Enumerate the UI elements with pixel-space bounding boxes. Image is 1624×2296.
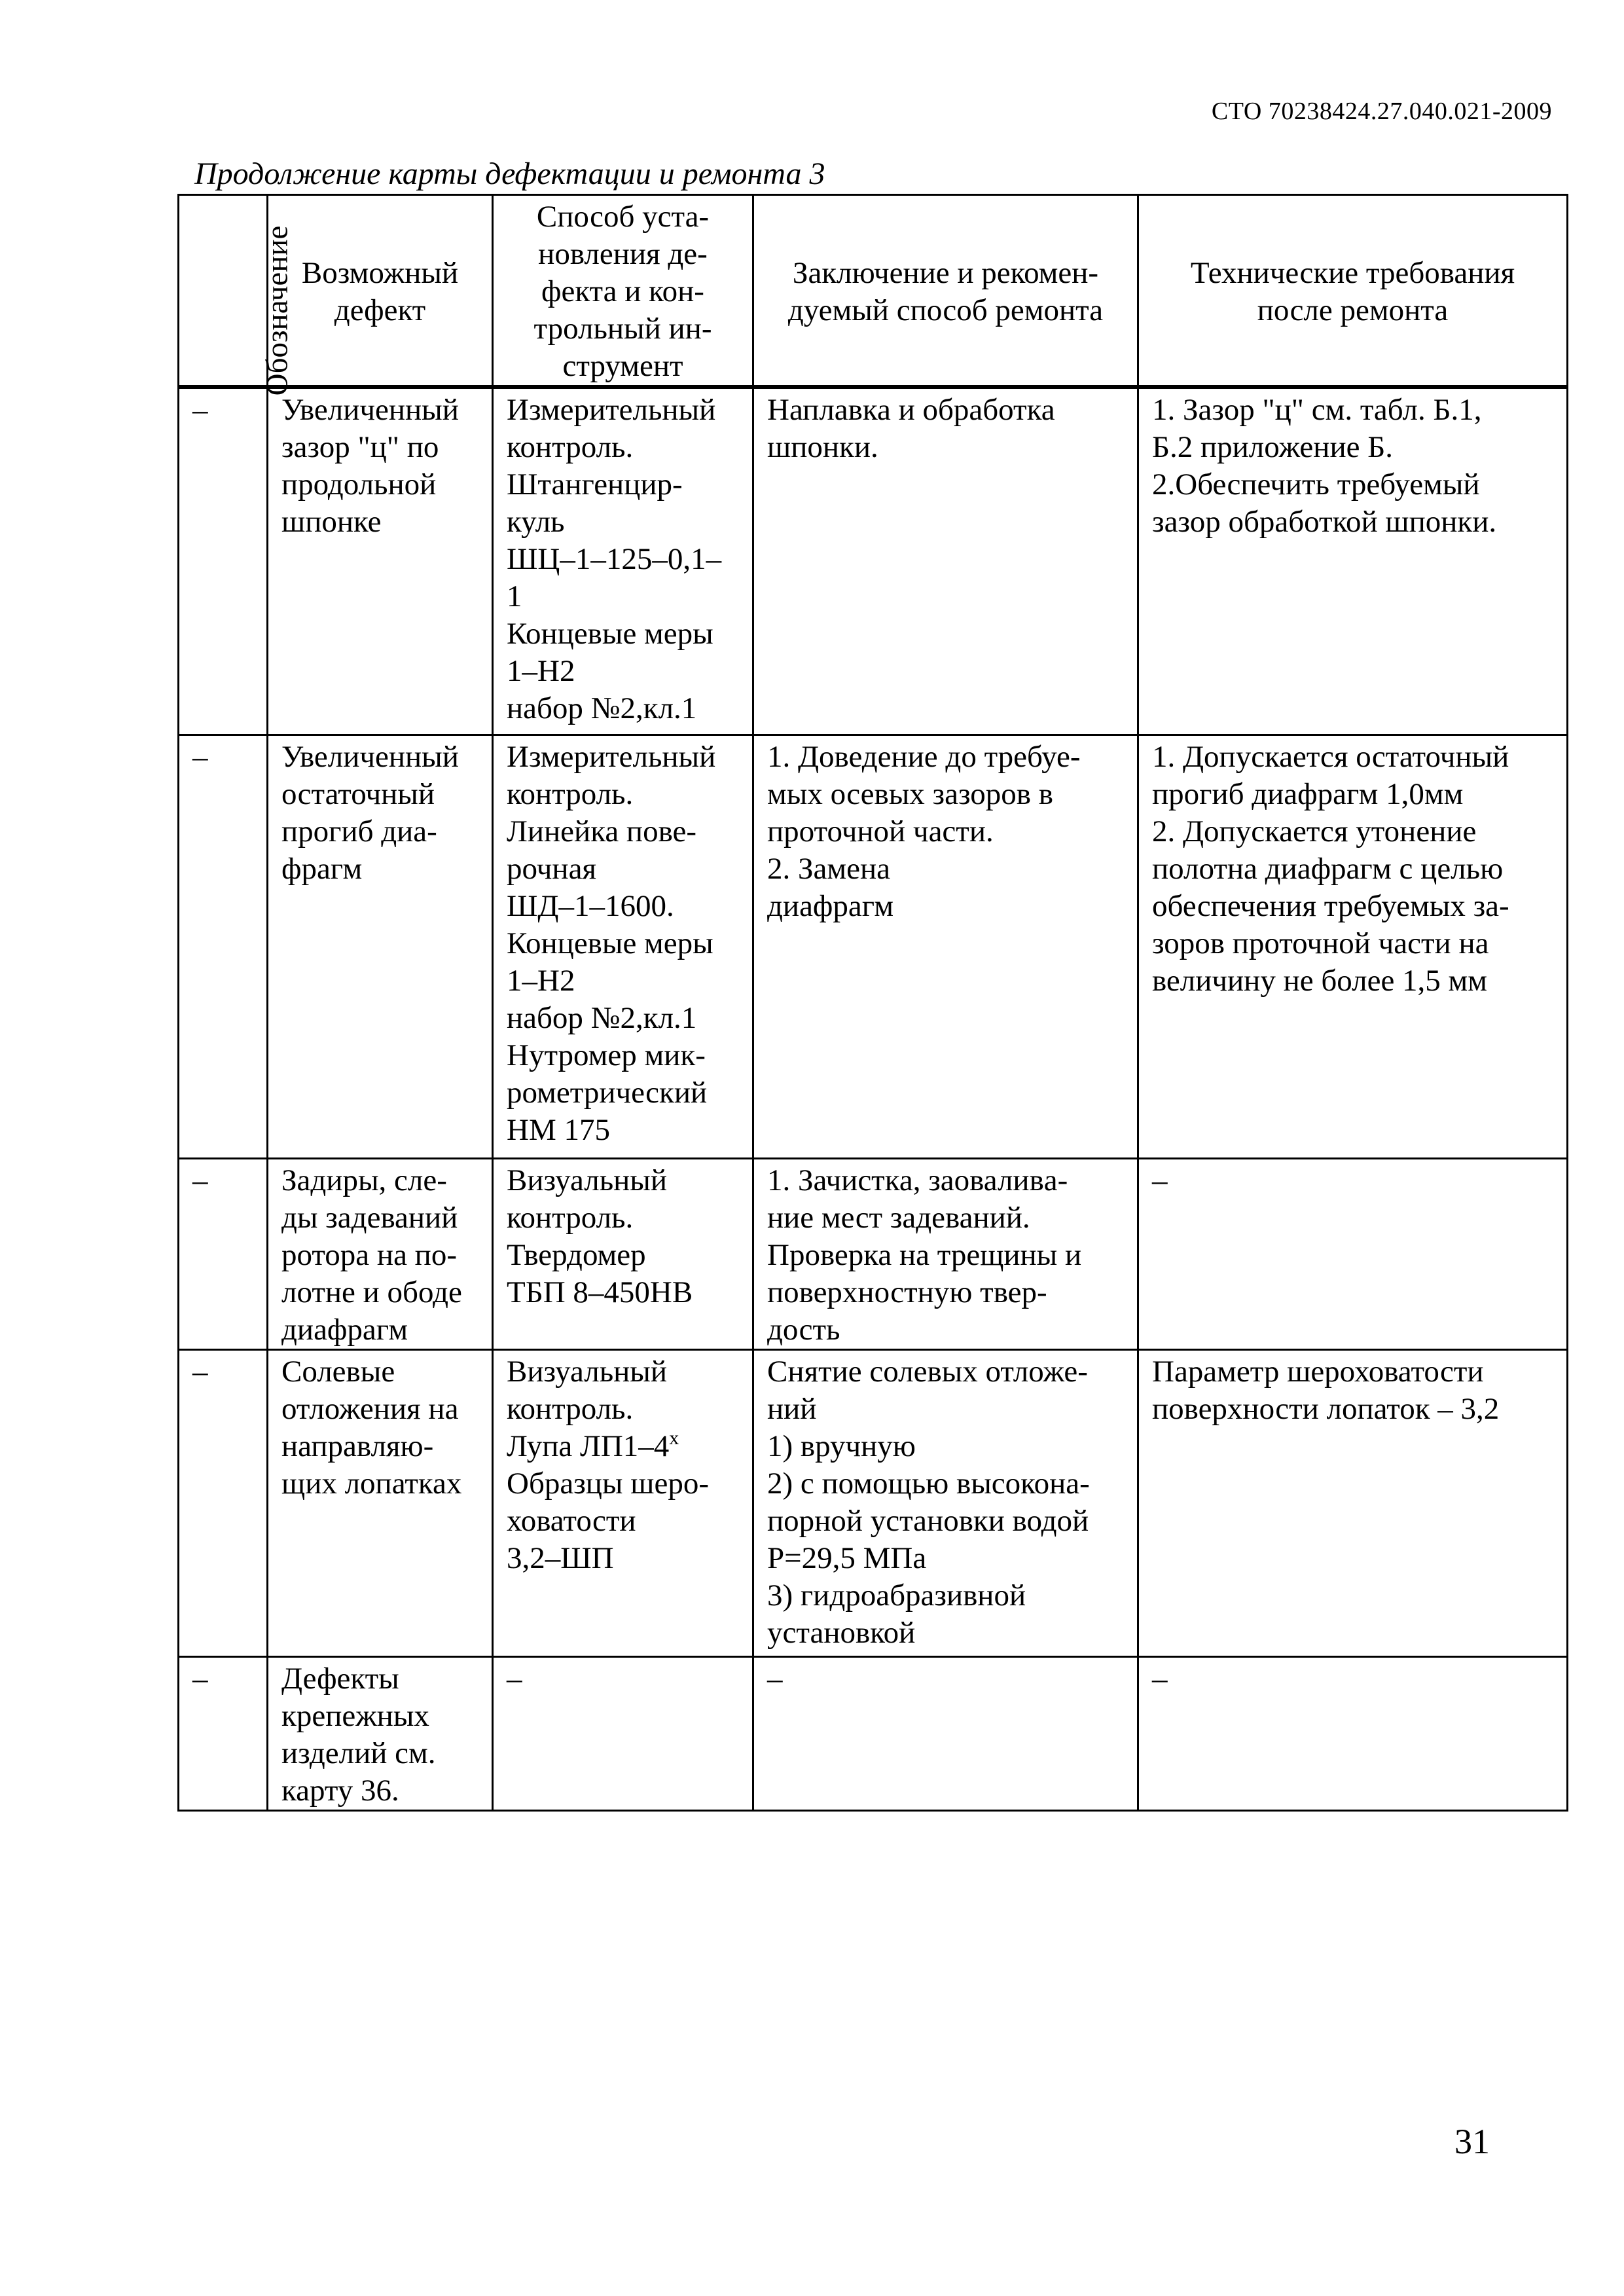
cell-conclusion: 1. Доведение до требуе- мых осевых зазоров в проточной части. 2. Замена диафрагм [753,735,1138,1158]
cell-requirements: – [1138,1158,1568,1349]
header-conclusion: Заключение и рекомен- дуемый способ ремонта [753,195,1138,388]
cell-conclusion: Наплавка и обработка шпонки. [753,387,1138,735]
cell-method: Измерительный контроль. Штангенцир- куль ШЦ–1–125–0,1– 1 Концевые меры 1–Н2 набор №2,кл.1 [493,387,753,735]
cell-method: Измерительный контроль. Линейка пове- рочная ШД–1–1600. Концевые меры 1–Н2 набор №2,кл.1 Нутромер мик- рометрический НМ 175 [493,735,753,1158]
cell-defect: Увеличенный остаточный прогиб диа- фрагм [268,735,493,1158]
cell-designation: – [179,1349,268,1656]
cell-designation: – [179,387,268,735]
cell-designation: – [179,1158,268,1349]
header-designation [179,195,295,395]
cell-requirements: – [1138,1656,1568,1810]
method-text-rest: Образцы шеро- ховатости 3,2–ШП [507,1466,709,1575]
cell-requirements: 1. Допускается остаточный прогиб диафрагм 1,0мм 2. Допускается утонение полотна диафрагм с целью обеспечения требуемых за- зоров проточной части на величину не более 1,5 мм [1138,735,1568,1158]
cell-designation: – [179,735,268,1158]
document-code: СТО 70238424.27.040.021-2009 [1211,98,1552,125]
table-row [179,1349,1568,1656]
cell-defect: Задиры, сле- ды задеваний ротора на по- лотне и ободе диафрагм [268,1158,493,1349]
header-detection-method: Способ уста- новления де- фекта и кон- трольный ин- струмент [493,195,753,388]
cell-conclusion: – [753,1656,1138,1810]
table-row [179,1158,1568,1349]
method-text: Визуальный контроль. [507,1354,668,1426]
cell-requirements: 1. Зазор "ц" см. табл. Б.1, Б.2 приложение Б. 2.Обеспечить требуемый зазор обработкой шпонки. [1138,387,1568,735]
cell-method: Визуальный контроль. Твердомер ТБП 8–450НВ [493,1158,753,1349]
cell-requirements: Параметр шероховатости поверхности лопаток – 3,2 [1138,1349,1568,1656]
cell-defect: Дефекты крепежных изделий см. карту 36. [268,1656,493,1810]
table-row [179,1656,1568,1810]
cell-conclusion: Снятие солевых отложе- ний 1) вручную 2) с помощью высокона- порной установки водой Р=29,5 МПа 3) гидроабразивной установкой [753,1349,1138,1656]
loupe-superscript: х [669,1427,679,1449]
cell-designation: – [179,1656,268,1810]
table-row [179,735,1568,1158]
cell-method [493,1349,753,1656]
cell-defect: Увеличенный зазор "ц" по продольной шпонке [268,387,493,735]
table-row [179,387,1568,735]
loupe-label: Лупа ЛП1–4 [507,1429,670,1463]
table-caption: Продолжение карты дефектации и ремонта 3 [194,156,825,191]
header-designation-label: Обозначение [260,225,295,395]
defect-repair-table [177,194,1568,1812]
page-number: 31 [1454,2122,1490,2161]
cell-method: – [493,1656,753,1810]
table-header-row [179,195,1568,388]
header-possible-defect: Возможный дефект [268,195,493,388]
cell-defect: Солевые отложения на направляю- щих лопатках [268,1349,493,1656]
cell-conclusion: 1. Зачистка, заоваливa- ние мест задеваний. Проверка на трещины и поверхностную твер- дость [753,1158,1138,1349]
header-requirements: Технические требования после ремонта [1138,195,1568,388]
